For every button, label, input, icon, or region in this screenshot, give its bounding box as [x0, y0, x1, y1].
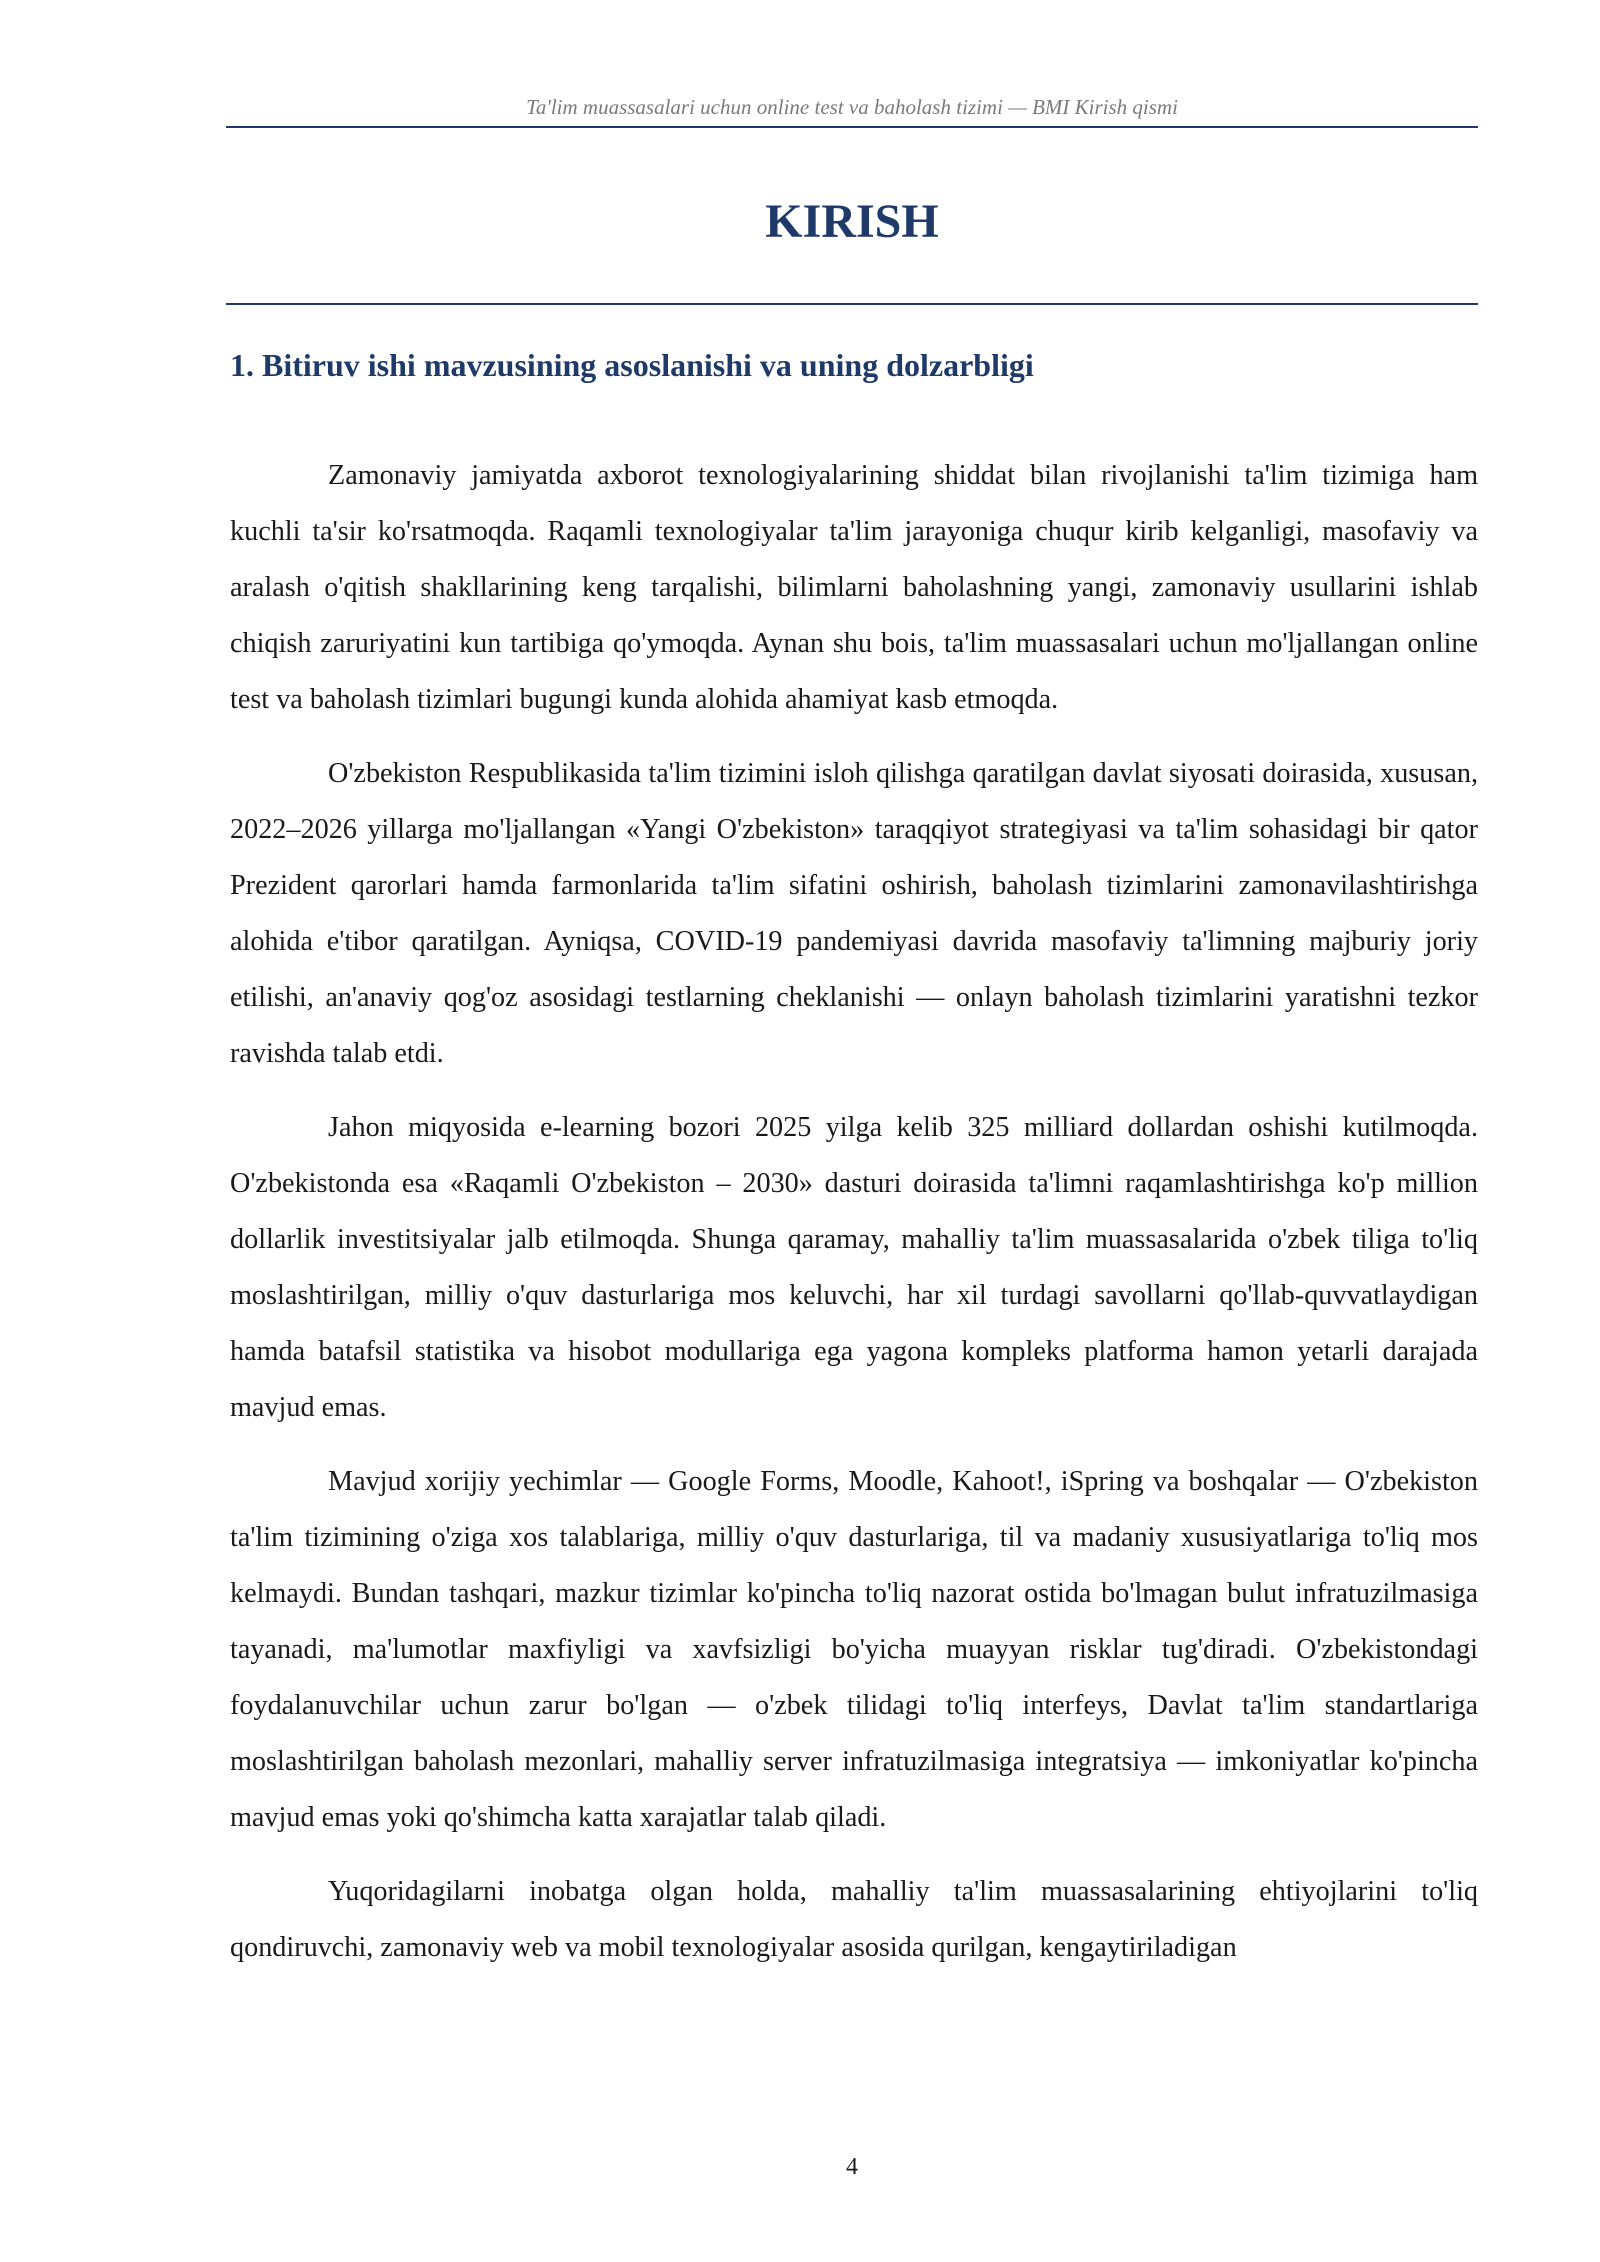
paragraph-3: Jahon miqyosida e-learning bozori 2025 yilga kelib 325 milliard dollardan oshishi kutilmoqda. O'zbekistonda esa «Raqamli O'zbekiston – 2030» dasturi doirasida ta'limni raqamlashtirishga ko'p million dollarlik investitsiyalar jalb etilmoqda. Shunga qaramay, mahalliy ta'lim muassasalarida o'zbek tiliga to'liq moslashtirilgan, milliy o'quv dasturlariga mos keluvchi, har xil turdagi savollarni qo'llab-quvvatlaydigan hamda batafsil statistika va hisobot modullariga ega yagona kompleks platforma hamon yetarli darajada mavjud emas. [230, 1112, 1478, 1423]
paragraph-5: Yuqoridagilarni inobatga olgan holda, mahalliy ta'lim muassasalarining ehtiyojlarini to'liq qondiruvchi, zamonaviy web va mobil texnologiyalar asosida qurilgan, kengaytiriladigan [230, 1876, 1478, 1963]
page-number: 4 [846, 2154, 858, 2180]
section-heading: 1. Bitiruv ishi mavzusining asoslanishi va uning dolzarbligi [230, 347, 1034, 383]
running-header: Ta'lim muassasalari uchun online test va baholash tizimi — BMI Kirish qismi [526, 95, 1178, 119]
chapter-title: KIRISH [765, 195, 939, 248]
body-text [230, 448, 1478, 1994]
paragraph-4: Mavjud xorijiy yechimlar — Google Forms, Moodle, Kahoot!, iSpring va boshqalar — O'zbekiston ta'lim tizimining o'ziga xos talablariga, milliy o'quv dasturlariga, til va madaniy xususiyatlariga to'liq mos kelmaydi. Bundan tashqari, mazkur tizimlar ko'pincha to'liq nazorat ostida bo'lmagan bulut infratuzilmasiga tayanadi, ma'lumotlar maxfiyligi va xavfsizligi bo'yicha muayyan risklar tug'diradi. O'zbekistondagi foydalanuvchilar uchun zarur bo'lgan — o'zbek tilidagi to'liq interfeys, Davlat ta'lim standartlariga moslashtirilgan baholash mezonlari, mahalliy server infratuzilmasiga integratsiya — imkoniyatlar ko'pincha mavjud emas yoki qo'shimcha katta xarajatlar talab qiladi. [230, 1466, 1478, 1833]
paragraph-2: O'zbekiston Respublikasida ta'lim tizimini isloh qilishga qaratilgan davlat siyosati doirasida, xususan, 2022–2026 yillarga mo'ljallangan «Yangi O'zbekiston» taraqqiyot strategiyasi va ta'lim sohasidagi bir qator Prezident qarorlari hamda farmonlarida ta'lim sifatini oshirish, baholash tizimlarini zamonavilashtirishga alohida e'tibor qaratilgan. Ayniqsa, COVID-19 pandemiyasi davrida masofaviy ta'limning majburiy joriy etilishi, an'anaviy qog'oz asosidagi testlarning cheklanishi — onlayn baholash tizimlarini yaratishni tezkor ravishda talab etdi. [230, 758, 1478, 1069]
paragraph-1: Zamonaviy jamiyatda axborot texnologiyalarining shiddat bilan rivojlanishi ta'lim tizimiga ham kuchli ta'sir ko'rsatmoqda. Raqamli texnologiyalar ta'lim jarayoniga chuqur kirib kelganligi, masofaviy va aralash o'qitish shakllarining keng tarqalishi, bilimlarni baholashning yangi, zamonaviy usullarini ishlab chiqish zaruriyatini kun tartibiga qo'ymoqda. Aynan shu bois, ta'lim muassasalari uchun mo'ljallangan online test va baholash tizimlari bugungi kunda alohida ahamiyat kasb etmoqda. [230, 460, 1478, 715]
header-divider [226, 126, 1478, 128]
title-divider [226, 303, 1478, 305]
